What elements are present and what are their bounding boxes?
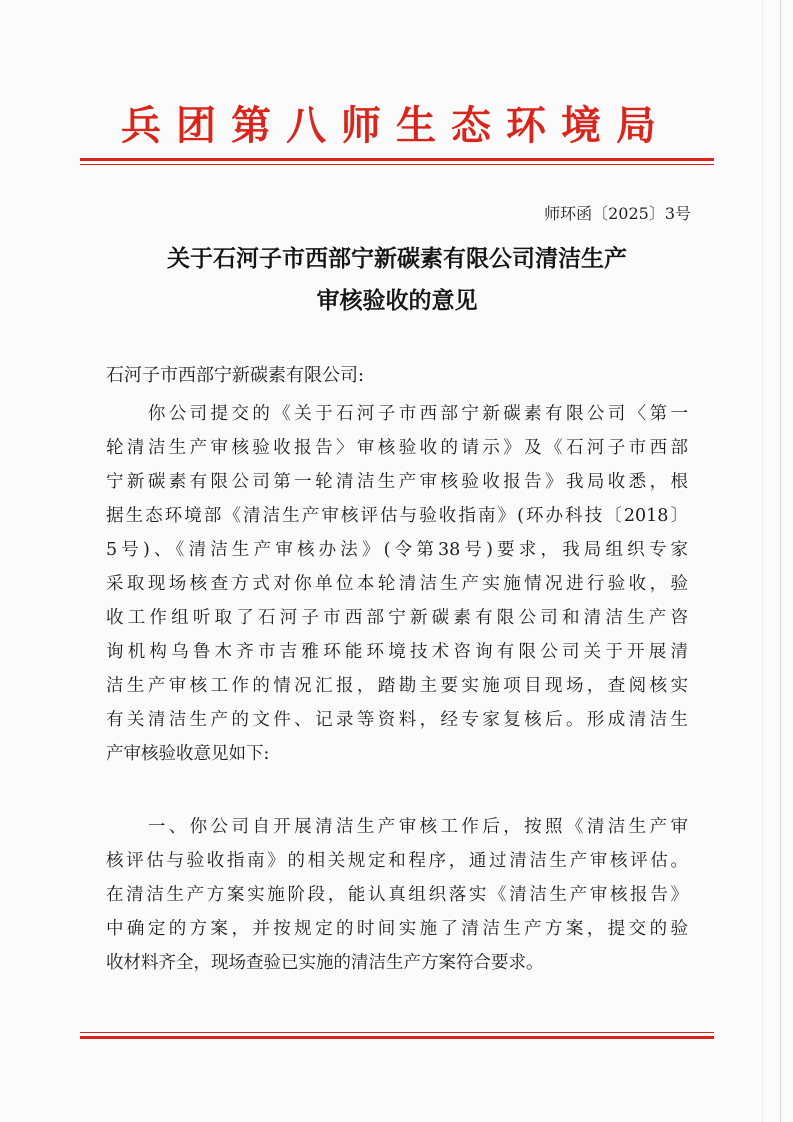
- paragraph-line: 收材料齐全，现场查验已实施的清洁生产方案符合要求。: [106, 953, 544, 973]
- paragraph-line: 核评估与验收指南》的相关规定和程序，通过清洁生产审核评估。: [106, 851, 688, 871]
- document-title: [80, 238, 714, 322]
- scan-edge-line-faint: [762, 0, 763, 1122]
- paragraph-line: 宁新碳素有限公司第一轮清洁生产审核验收报告》我局收悉，根: [106, 472, 688, 492]
- paragraph-line: 产审核验收意见如下:: [106, 744, 270, 764]
- paragraph-line: 洁生产审核工作的情况汇报，踏勘主要实施项目现场，查阅核实: [106, 676, 688, 696]
- header-rule-thick: [80, 158, 714, 161]
- paragraph-line: 据生态环境部《清洁生产审核评估与验收指南》(环办科技〔2018〕: [106, 506, 688, 526]
- paragraph-line: 中确定的方案，并按规定的时间实施了清洁生产方案，提交的验: [106, 919, 688, 939]
- document-number: 师环函〔2025〕3号: [544, 204, 691, 223]
- paragraph-line: 5号)、《清洁生产审核办法》(令第38号)要求，我局组织专家: [106, 540, 688, 560]
- paragraph-line: 你公司提交的《关于石河子市西部宁新碳素有限公司〈第一: [106, 404, 688, 424]
- agency-header: 兵团第八师生态环境局: [121, 102, 671, 149]
- footer-rule-thick: [80, 1036, 714, 1039]
- body-paragraph: [106, 397, 688, 771]
- paragraph-line: 轮清洁生产审核验收报告〉审核验收的请示》及《石河子市西部: [106, 438, 688, 458]
- paragraph-line: 有关清洁生产的文件、记录等资料，经专家复核后。形成清洁生: [106, 710, 688, 730]
- document-title-line: 审核验收的意见: [316, 287, 478, 314]
- paragraph-line: 询机构乌鲁木齐市吉雅环能环境技术咨询有限公司关于开展清: [106, 642, 688, 662]
- header-rule-thin: [80, 164, 714, 165]
- scan-edge-line: [780, 0, 781, 1122]
- paragraph-line: 一、你公司自开展清洁生产审核工作后，按照《清洁生产审: [106, 817, 688, 837]
- footer-rule-thin: [80, 1032, 714, 1033]
- paragraph-line: 收工作组听取了石河子市西部宁新碳素有限公司和清洁生产咨: [106, 608, 688, 628]
- salutation: 石河子市西部宁新碳素有限公司:: [106, 365, 365, 386]
- paragraph-line: 在清洁生产方案实施阶段，能认真组织落实《清洁生产审核报告》: [106, 885, 688, 905]
- body-paragraph: [106, 810, 688, 980]
- paragraph-line: 采取现场核查方式对你单位本轮清洁生产实施情况进行验收，验: [106, 574, 688, 594]
- document-title-line: 关于石河子市西部宁新碳素有限公司清洁生产: [167, 245, 627, 272]
